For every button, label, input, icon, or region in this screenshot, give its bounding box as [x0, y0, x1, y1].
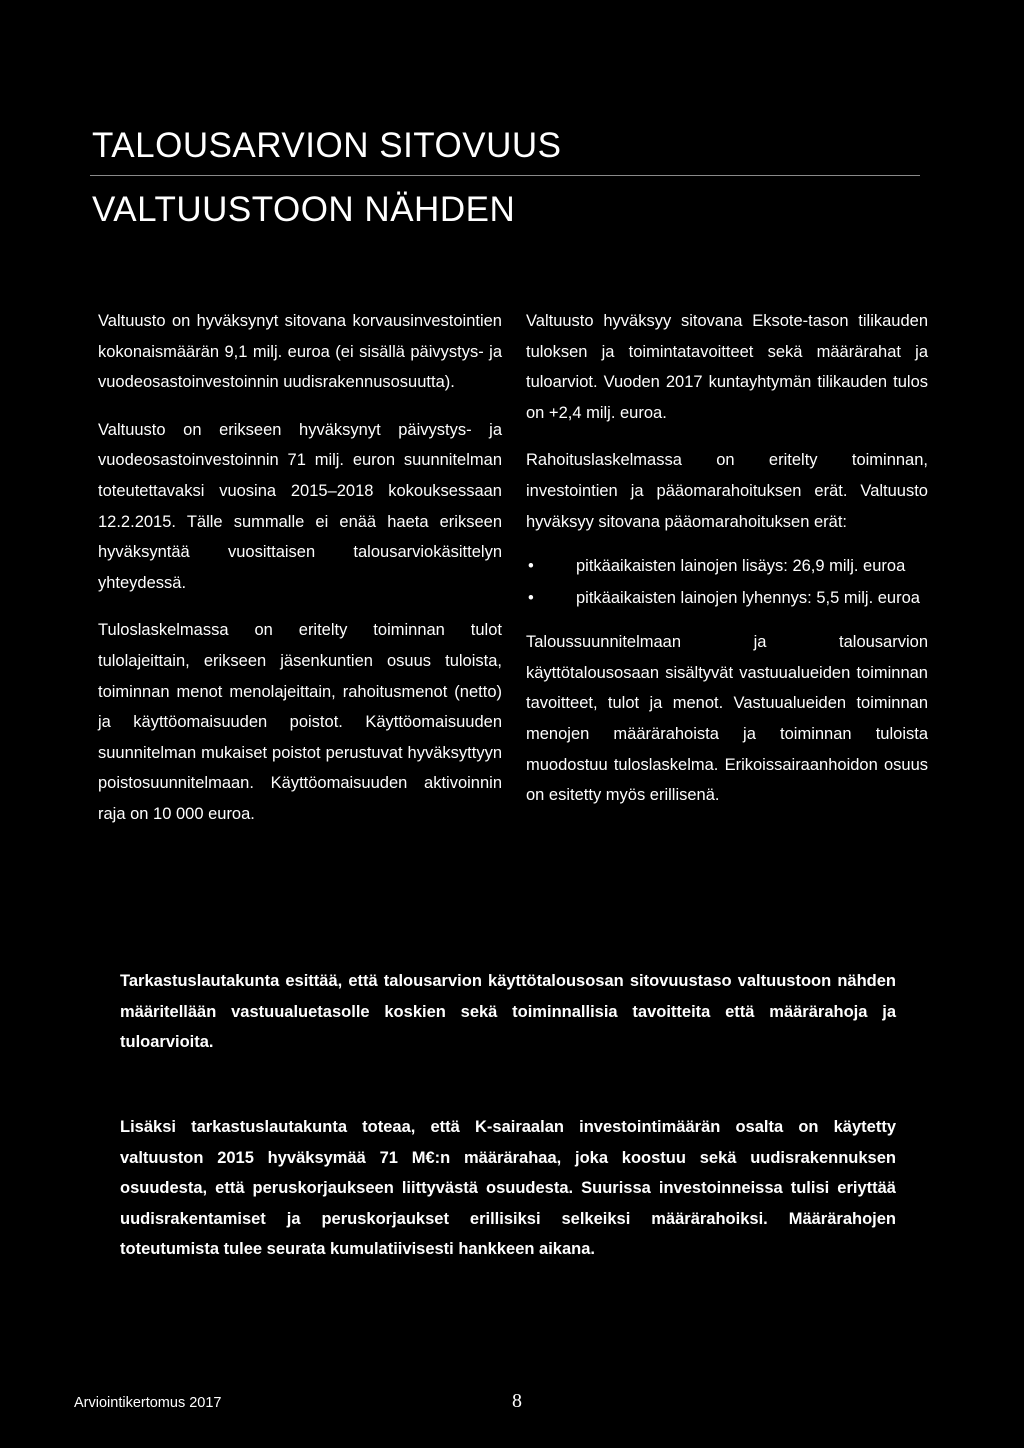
- list-item: [526, 586, 928, 610]
- bullet-icon: •: [528, 557, 534, 576]
- page-title-line-2: VALTUUSTOON NÄHDEN: [92, 190, 516, 229]
- left-paragraph: Tuloslaskelmassa on eritelty toiminnan tulot tulolajeittain, erikseen jäsenkuntien osuus tuloista, toiminnan menot menolajeittain, rahoitusmenot (netto) ja käyttöomaisuuden poistot. Käyttöomaisuuden suunnitelman mukaiset poistot perustuvat hyväksyttyyn poistosuunnitelmaan. Käyttöomaisuuden aktivoinnin raja on 10 000 euroa.: [98, 621, 502, 823]
- list-item-text: pitkäaikaisten lainojen lisäys: 26,9 milj. euroa: [576, 557, 906, 576]
- page-title-line-1: TALOUSARVION SITOVUUS: [92, 126, 562, 165]
- conclusion-paragraph: Tarkastuslautakunta esittää, että talousarvion käyttötalousosan sitovuustaso valtuustoon nähden määritellään vastuualuetasolle koskien sekä toiminnallisia tavoitteita että määrärahoja ja tuloarvioita.: [120, 972, 896, 1051]
- conclusion-paragraph: Lisäksi tarkastuslautakunta toteaa, että K-sairaalan investointimäärän osalta on käytetty valtuuston 2015 hyväksymää 71 M€:n määrärahaa, joka koostuu sekä uudisrakennuksen osuudesta, että peruskorjaukseen liittyvästä osuudesta. Suurissa investoinneissa tulisi eriyttää uudisrakentamiset ja peruskorjaukset erillisiksi selkeiksi määrärahoiksi. Määrärahojen toteutumista tulee seurata kumulatiivisesti hankkeen aikana.: [120, 1118, 896, 1258]
- title-divider: [90, 175, 920, 176]
- financing-items-list: [526, 554, 928, 610]
- right-paragraph: Rahoituslaskelmassa on eritelty toiminnan, investointien ja pääomarahoituksen erät. Valtuusto hyväksyy sitovana pääomarahoituksen erät:: [526, 451, 928, 531]
- footer-document-name: Arviointikertomus 2017: [74, 1395, 222, 1411]
- left-paragraph: Valtuusto on hyväksynyt sitovana korvausinvestointien kokonaismäärän 9,1 milj. euroa (ei sisällä päivystys- ja vuodeosastoinvestoinnin uudisrakennusosuutta).: [98, 312, 502, 392]
- bullet-icon: •: [528, 589, 534, 608]
- right-paragraph: Valtuusto hyväksyy sitovana Eksote-tason tilikauden tuloksen ja toimintatavoitteet sekä määrärahat ja tuloarviot. Vuoden 2017 kuntayhtymän tilikauden tulos on +2,4 milj. euroa.: [526, 312, 928, 422]
- right-paragraph: Taloussuunnitelmaan ja talousarvion käyttötalousosaan sisältyvät vastuualueiden toiminnan tavoitteet, tulot ja menot. Vastuualueiden toiminnan menojen määrärahoista ja toiminnan tuloista muodostuu tuloslaskelma. Erikoissairaanhoidon osuus on esitetty myös erillisenä.: [526, 633, 928, 805]
- list-item-text: pitkäaikaisten lainojen lyhennys: 5,5 milj. euroa: [576, 589, 920, 608]
- footer-page-number: 8: [512, 1390, 522, 1412]
- left-paragraph: Valtuusto on erikseen hyväksynyt päivystys- ja vuodeosastoinvestoinnin 71 milj. euron suunnitelman toteutettavaksi vuosina 2015–2018 kokouksessaan 12.2.2015. Tälle summalle ei enää haeta erikseen hyväksyntää vuosittaisen talousarviokäsittelyn yhteydessä.: [98, 420, 502, 592]
- list-item: [526, 554, 928, 578]
- right-text-column: [526, 306, 928, 828]
- left-text-column: [98, 306, 502, 847]
